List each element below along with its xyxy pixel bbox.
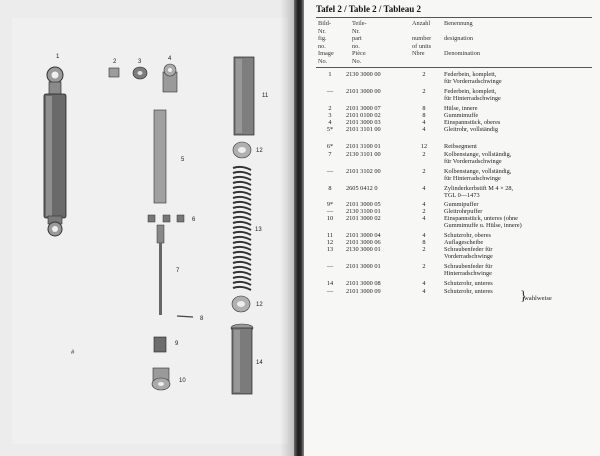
cell-bild-nr: 2 (328, 105, 332, 112)
cell-benennung: Auflagescheibe (444, 239, 484, 246)
table-title: Tafel 2 / Table 2 / Tableau 2 (316, 4, 421, 14)
spring-coil (233, 232, 251, 235)
label-3: 3 (138, 59, 142, 65)
spring-coil (233, 287, 251, 290)
part-10-lower-clamp (152, 368, 170, 390)
cell-bild-nr: — (326, 88, 334, 95)
cell-bild-nr: 4 (328, 119, 332, 126)
cell-anzahl: 4 (422, 126, 426, 133)
cell-bild-nr: 9* (326, 201, 334, 208)
part-2-sleeve (109, 68, 119, 77)
part-4-upper-clamp (163, 64, 177, 92)
label-11: 11 (262, 93, 269, 99)
exploded-parts-drawing (0, 0, 294, 456)
spring-coil (233, 222, 251, 225)
cell-teile-nr: 2101 3000 03 (346, 119, 381, 126)
cell-benennung: Gummipuffer (444, 201, 479, 208)
cell-bild-nr: — (326, 168, 334, 175)
label-2: 2 (113, 59, 117, 65)
cell-anzahl: 8 (422, 239, 426, 246)
spring-coil (233, 282, 251, 285)
spring-coil (233, 192, 251, 195)
cell-anzahl: 4 (422, 215, 426, 222)
cell-benennung: Hinterradschwinge (444, 270, 492, 278)
label-10: 10 (179, 378, 186, 384)
page-shadow (280, 0, 294, 456)
cell-bild-nr: 7 (328, 151, 332, 158)
cell-bild-nr: — (326, 288, 334, 295)
cell-bild-nr: 14 (326, 280, 334, 287)
cell-anzahl: 2 (422, 88, 426, 95)
cell-anzahl: 4 (422, 232, 426, 239)
cell-benennung: Reibsegment (444, 143, 477, 150)
part-14-lower-cover-tube (231, 324, 253, 394)
spring-coil (233, 177, 251, 180)
spring-coil (233, 217, 251, 220)
spring-coil (233, 262, 251, 265)
cell-teile-nr: 2101 0100 02 (346, 112, 381, 119)
label-12-lower: 12 (256, 302, 263, 308)
cell-bild-nr: — (326, 208, 334, 215)
cell-benennung: Schutzrohr, unteres (444, 288, 493, 295)
label-9: 9 (175, 341, 179, 347)
cell-bild-nr: 13 (326, 246, 334, 253)
cell-benennung: Hülse, innere (444, 105, 478, 112)
cell-benennung: Gummimuffe (444, 112, 479, 119)
spring-coil (233, 187, 251, 190)
cell-bild-nr: 11 (326, 232, 334, 239)
cell-bild-nr: 3 (328, 112, 332, 119)
cell-bild-nr: 8 (328, 185, 332, 192)
cell-anzahl: 4 (422, 185, 426, 192)
cell-benennung: Vorderradschwinge (444, 253, 493, 261)
spring-coil (233, 227, 251, 230)
header-anzahl: Anzahl number of units Nbre (412, 20, 432, 58)
part-9-rubber-buffer (154, 337, 166, 352)
cell-benennung: für Vorderradschwinge (444, 158, 502, 166)
cell-benennung: Schutzrohr, oberes (444, 232, 491, 239)
cell-benennung: Kolbenstange, vollständig, (444, 151, 512, 158)
header-benennung: Benennung designation Denomination (444, 20, 481, 58)
cell-teile-nr: 2101 3102 00 (346, 168, 381, 175)
part-13-coil-spring (233, 167, 251, 290)
small-mark: # (71, 350, 75, 356)
cell-anzahl: 4 (422, 119, 426, 126)
cell-anzahl: 2 (422, 168, 426, 175)
cell-teile-nr: 2101 3000 04 (346, 232, 381, 239)
cell-teile-nr: 2130 3101 00 (346, 151, 381, 158)
part-8-pin (177, 316, 193, 317)
cell-benennung: Schraubenfeder für (444, 246, 493, 253)
wahlweise-brace: } (520, 289, 527, 304)
cell-teile-nr: 2605 0412 0 (346, 185, 378, 192)
cell-anzahl: 2 (422, 71, 426, 78)
cell-teile-nr: 2101 3000 01 (346, 263, 381, 270)
cell-benennung: Einspannstück, oberes (444, 119, 501, 126)
label-4: 4 (168, 56, 172, 62)
cell-bild-nr: 5* (326, 126, 334, 133)
cell-teile-nr: 2101 3000 05 (346, 201, 381, 208)
label-14: 14 (256, 360, 263, 366)
cell-teile-nr: 2101 3101 00 (346, 126, 381, 133)
cell-teile-nr: 2101 3000 00 (346, 88, 381, 95)
cell-bild-nr: 10 (326, 215, 334, 222)
cell-benennung: Gleitrohr, vollständig (444, 126, 498, 133)
cell-benennung: Federbein, komplett, (444, 71, 497, 78)
cell-benennung: Zylinderkerbstift M 4 × 28, (444, 185, 514, 192)
cell-teile-nr: 2130 3100 01 (346, 208, 381, 215)
cell-teile-nr: 2101 3000 06 (346, 239, 381, 246)
cell-benennung: für Vorderradschwinge (444, 78, 502, 86)
cell-anzahl: 2 (422, 263, 426, 270)
spring-coil (233, 212, 251, 215)
label-7: 7 (176, 268, 180, 274)
header-teile: Teile- Nr. part no. Pièce No. (352, 20, 367, 65)
cell-benennung: Schraubenfeder für (444, 263, 493, 270)
cell-benennung: TGL 0—1473 (444, 192, 480, 200)
right-page-table (304, 0, 600, 456)
cell-benennung: Federbein, komplett, (444, 88, 497, 95)
label-6: 6 (192, 217, 196, 223)
header-bild: Bild- Nr. fig. no. Image No. (318, 20, 334, 65)
label-13: 13 (255, 227, 262, 233)
book-gutter (294, 0, 304, 456)
part-12-washer-lower (232, 296, 250, 312)
label-8: 8 (200, 316, 204, 322)
spring-coil (233, 207, 251, 210)
wahlweise-note: wahlweise (524, 295, 552, 302)
cell-benennung: für Hinterradschwinge (444, 95, 501, 103)
spring-coil (233, 247, 251, 250)
label-1: 1 (56, 54, 60, 60)
label-12-upper: 12 (256, 148, 263, 154)
spring-coil (233, 272, 251, 275)
left-page-illustration (0, 0, 294, 456)
cell-benennung: Gummimuffe u. Hülse, innere) (444, 222, 522, 230)
cell-anzahl: 2 (422, 208, 426, 215)
spring-coil (233, 172, 251, 175)
cell-teile-nr: 2130 3000 01 (346, 246, 381, 253)
spring-coil (233, 257, 251, 260)
spring-coil (233, 242, 251, 245)
cell-anzahl: 4 (422, 201, 426, 208)
cell-anzahl: 8 (422, 112, 426, 119)
cell-benennung: Gleitrohrpuffer (444, 208, 483, 215)
cell-benennung: Einspannstück, unteres (ohne (444, 215, 518, 222)
cell-teile-nr: 2101 3000 08 (346, 280, 381, 287)
part-6-friction-segments (148, 215, 184, 222)
cell-benennung: für Hinterradschwinge (444, 175, 501, 183)
table-header (316, 20, 592, 70)
cell-anzahl: 4 (422, 288, 426, 295)
spring-coil (233, 267, 251, 270)
part-5-slide-tube (154, 110, 166, 203)
cell-teile-nr: 2101 3000 09 (346, 288, 381, 295)
cell-teile-nr: 2130 3000 00 (346, 71, 381, 78)
cell-anzahl: 4 (422, 280, 426, 287)
spring-coil (233, 182, 251, 185)
part-1-shock-absorber (44, 67, 66, 236)
part-7-piston-rod (157, 225, 164, 315)
header-rule-bottom (316, 67, 592, 68)
cell-anzahl: 12 (420, 143, 428, 150)
cell-anzahl: 2 (422, 246, 426, 253)
cell-anzahl: 8 (422, 105, 426, 112)
label-5: 5 (181, 157, 185, 163)
cell-teile-nr: 2101 3000 02 (346, 215, 381, 222)
cell-bild-nr: 6* (326, 143, 334, 150)
spring-coil (233, 202, 251, 205)
cell-benennung: Kolbenstange, vollständig, (444, 168, 512, 175)
part-3-rubber-bush (133, 67, 147, 79)
cell-bild-nr: — (326, 263, 334, 270)
cell-anzahl: 2 (422, 151, 426, 158)
cell-bild-nr: 1 (328, 71, 332, 78)
spring-coil (233, 277, 251, 280)
cell-teile-nr: 2101 3100 01 (346, 143, 381, 150)
spring-coil (233, 252, 251, 255)
spring-coil (233, 197, 251, 200)
cell-benennung: Schutzrohr, unteres (444, 280, 493, 287)
spring-coil (233, 237, 251, 240)
cell-teile-nr: 2101 3000 07 (346, 105, 381, 112)
cell-bild-nr: 12 (326, 239, 334, 246)
header-rule-top (316, 17, 592, 18)
part-12-washer-upper (233, 142, 251, 158)
spring-coil (233, 167, 251, 170)
